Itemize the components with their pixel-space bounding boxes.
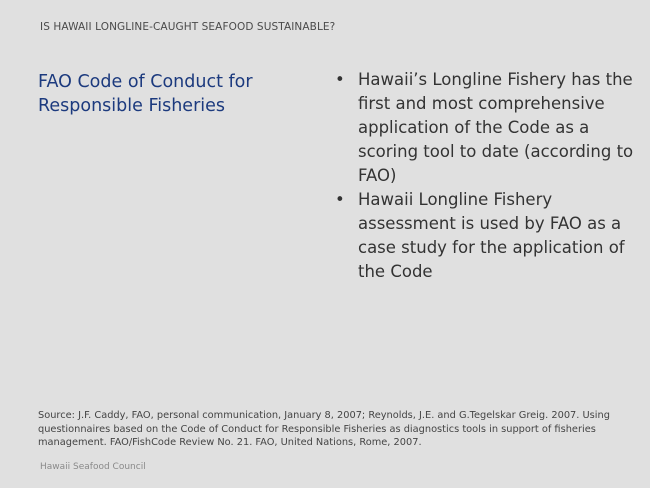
bullet-text: Hawaii’s Longline Fishery has the first and most comprehensive application of the Code as a scoring tool to date (according to FAO) — [358, 70, 634, 185]
footer-organization: Hawaii Seafood Council — [40, 462, 146, 472]
bullet-item — [335, 188, 640, 284]
bullet-list — [335, 68, 640, 284]
slide-header: IS HAWAII LONGLINE-CAUGHT SEAFOOD SUSTAINABLE? — [40, 21, 336, 33]
source-citation: Source: J.F. Caddy, FAO, personal communication, January 8, 2007; Reynolds, J.E. and G.Tegelskar Greig. 2007. Using questionnaires based on the Code of Conduct for Responsible Fisheries as diagnostics tools in support of fisheries management. FAO/FishCode Review No. 21. FAO, United Nations, Rome, 2007. — [38, 410, 610, 448]
bullet-dot-icon: • — [335, 70, 345, 89]
bullet-text: Hawaii Longline Fishery assessment is used by FAO as a case study for the application of the Code — [358, 190, 625, 281]
bullet-item — [335, 68, 640, 188]
bullet-dot-icon: • — [335, 190, 345, 209]
slide-title: FAO Code of Conduct for Responsible Fisheries — [38, 72, 253, 116]
